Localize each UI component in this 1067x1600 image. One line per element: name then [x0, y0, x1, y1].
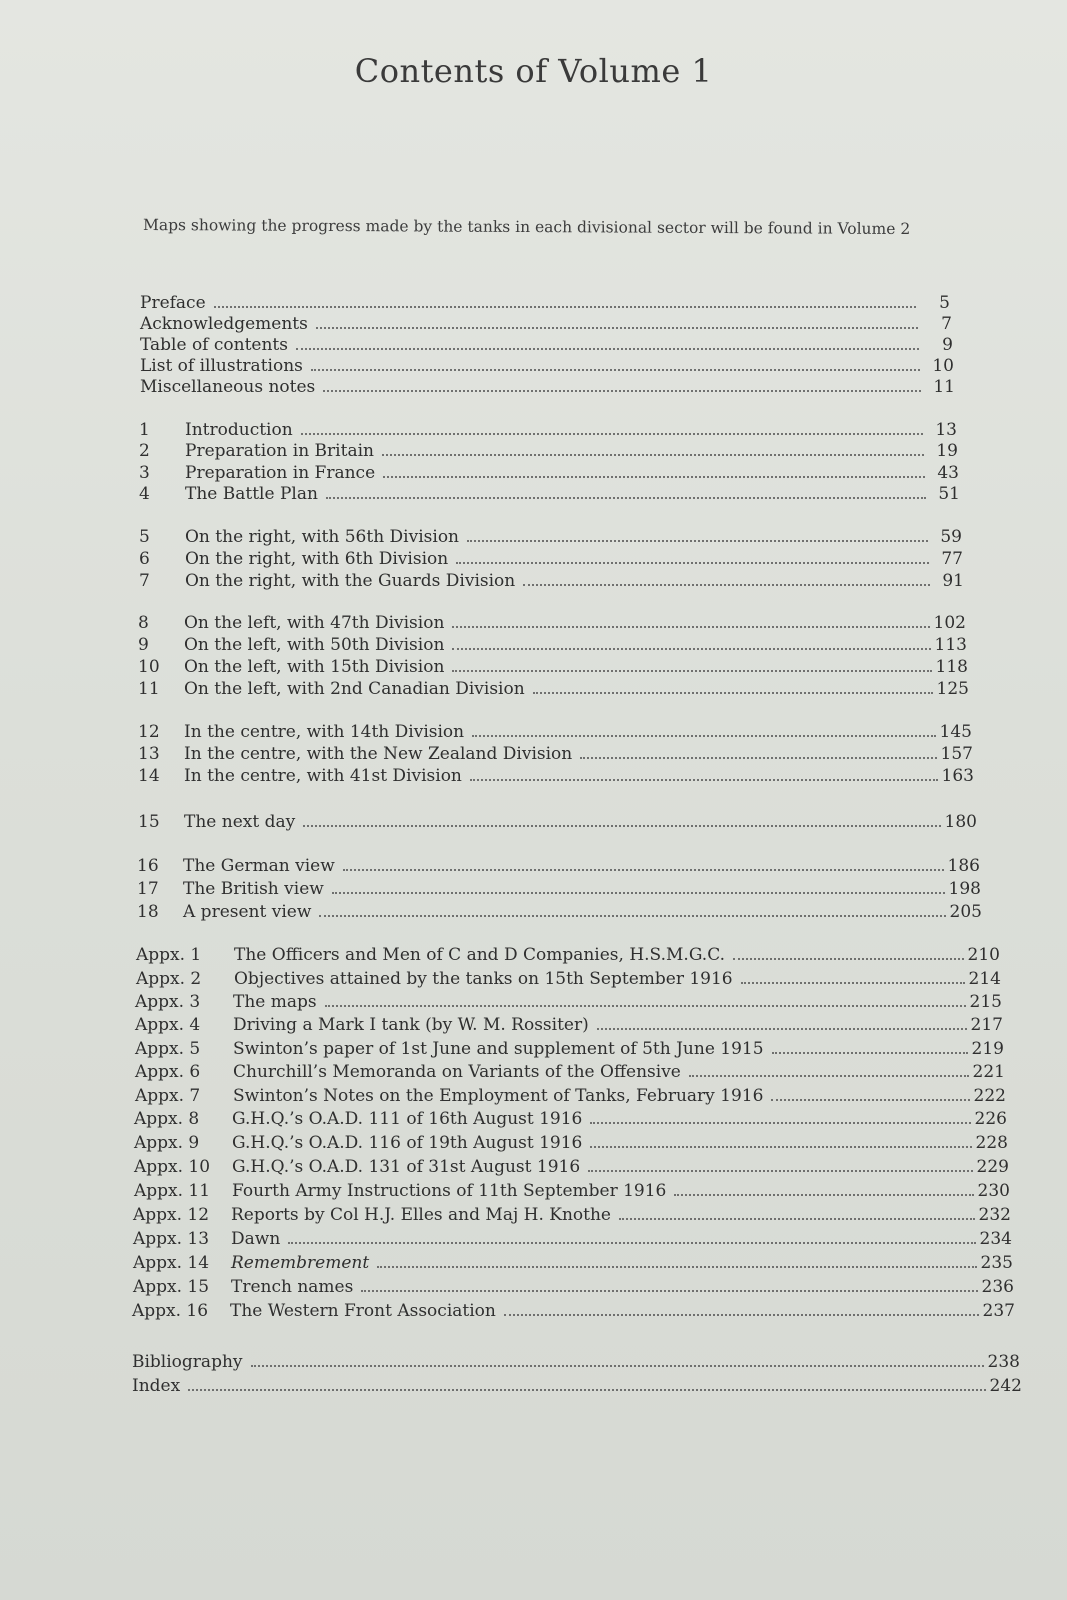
- entry-page: 217: [970, 1015, 1003, 1035]
- entry-page: 43: [937, 463, 959, 483]
- appendix-number: Appx. 7: [135, 1086, 201, 1106]
- entry-page: 19: [936, 441, 958, 461]
- leader-dots: [361, 1290, 977, 1292]
- entry-label: Objectives attained by the tanks on 15th September 1916: [234, 969, 733, 989]
- leader-dots: [590, 1122, 970, 1124]
- leader-dots: [326, 497, 926, 499]
- leader-dots: [382, 454, 924, 456]
- toc-entry-appendix[interactable]: [136, 945, 1000, 967]
- entry-label: On the right, with 56th Division: [185, 527, 460, 547]
- entry-label: In the centre, with 14th Division: [184, 722, 465, 742]
- leader-dots: [772, 1052, 968, 1054]
- entry-label: The Officers and Men of C and D Companies, H.S.M.G.C.: [234, 945, 725, 965]
- chapter-number: 13: [138, 744, 160, 764]
- toc-entry-appendix[interactable]: [132, 1301, 1015, 1323]
- entry-page: 230: [977, 1181, 1010, 1201]
- toc-entry-miscellaneous-notes[interactable]: [140, 377, 955, 399]
- toc-entry-appendix[interactable]: [135, 1062, 1005, 1084]
- leader-dots: [452, 648, 930, 650]
- entry-label: Bibliography: [132, 1352, 243, 1372]
- entry-page: 102: [933, 613, 966, 633]
- chapter-number: 17: [137, 879, 159, 899]
- leader-dots: [323, 390, 921, 392]
- entry-label: In the centre, with 41st Division: [184, 766, 462, 786]
- toc-entry-appendix[interactable]: [134, 1157, 1009, 1179]
- toc-entry-appendix[interactable]: [134, 1181, 1010, 1203]
- entry-page: 242: [989, 1376, 1022, 1396]
- entry-label: On the left, with 50th Division: [184, 635, 445, 655]
- toc-entry-appendix[interactable]: [133, 1277, 1014, 1299]
- leader-dots: [771, 1099, 969, 1101]
- entry-page: 186: [947, 856, 980, 876]
- appendix-number: Appx. 2: [136, 969, 202, 989]
- appendix-number: Appx. 14: [133, 1253, 210, 1273]
- chapter-number: 2: [139, 441, 150, 461]
- toc-entry-chapter[interactable]: [138, 635, 967, 657]
- toc-entry-chapter[interactable]: [137, 856, 980, 878]
- toc-entry-index[interactable]: [132, 1376, 1022, 1398]
- toc-entry-appendix[interactable]: [135, 992, 1002, 1014]
- toc-entry-chapter[interactable]: [139, 484, 960, 506]
- entry-label: G.H.Q.’s O.A.D. 131 of 31st August 1916: [232, 1157, 581, 1177]
- leader-dots: [303, 825, 940, 827]
- leader-dots: [319, 915, 945, 917]
- appendix-number: Appx. 3: [135, 992, 201, 1012]
- appendix-number: Appx. 6: [135, 1062, 201, 1082]
- appendix-number: Appx. 1: [136, 945, 202, 965]
- entry-page: 198: [948, 879, 981, 899]
- entry-page: 214: [968, 969, 1001, 989]
- entry-page: 221: [972, 1062, 1005, 1082]
- toc-entry-chapter[interactable]: [139, 527, 962, 549]
- entry-page: 113: [934, 635, 967, 655]
- appendix-number: Appx. 9: [134, 1133, 200, 1153]
- entry-page: 210: [967, 945, 1000, 965]
- toc-entry-chapter[interactable]: [139, 549, 963, 571]
- chapter-number: 4: [139, 484, 150, 504]
- entry-label: G.H.Q.’s O.A.D. 111 of 16th August 1916: [232, 1109, 583, 1129]
- toc-entry-bibliography[interactable]: [132, 1352, 1020, 1374]
- entry-page: 9: [942, 335, 953, 355]
- toc-entry-chapter[interactable]: [137, 879, 981, 901]
- chapter-number: 10: [138, 657, 160, 677]
- entry-page: 226: [974, 1109, 1007, 1129]
- leader-dots: [504, 1314, 979, 1316]
- chapter-number: 9: [138, 635, 149, 655]
- chapter-number: 7: [139, 571, 150, 591]
- entry-page: 51: [938, 484, 960, 504]
- leader-dots: [214, 306, 916, 308]
- entry-label: Swinton’s Notes on the Employment of Tanks, February 1916: [233, 1086, 764, 1106]
- chapter-number: 3: [139, 463, 150, 483]
- entry-page: 157: [940, 744, 973, 764]
- leader-dots: [470, 779, 938, 781]
- chapter-number: 15: [138, 812, 160, 832]
- appendix-number: Appx. 5: [135, 1039, 201, 1059]
- entry-label: On the right, with the Guards Division: [185, 571, 516, 591]
- chapter-number: 18: [137, 902, 159, 922]
- leader-dots: [311, 369, 920, 371]
- entry-page: 91: [942, 571, 964, 591]
- chapter-number: 8: [138, 613, 149, 633]
- leader-dots: [456, 562, 929, 564]
- toc-entry-chapter[interactable]: [138, 744, 973, 766]
- chapter-number: 1: [139, 420, 150, 440]
- toc-entry-appendix[interactable]: [135, 1086, 1006, 1108]
- entry-page: 7: [941, 314, 952, 334]
- toc-entry-preface[interactable]: [140, 293, 950, 315]
- toc-entry-chapter[interactable]: [138, 679, 969, 701]
- toc-entry-chapter[interactable]: [139, 441, 958, 463]
- appendix-number: Appx. 4: [135, 1015, 201, 1035]
- leader-dots: [590, 1146, 971, 1148]
- entry-label: Fourth Army Instructions of 11th September 1916: [232, 1181, 667, 1201]
- entry-page: 59: [940, 527, 962, 547]
- toc-entry-appendix[interactable]: [135, 1039, 1004, 1061]
- chapter-number: 12: [138, 722, 160, 742]
- entry-label: Preparation in Britain: [185, 441, 374, 461]
- entry-page: 229: [976, 1157, 1009, 1177]
- entry-label: On the right, with 6th Division: [185, 549, 449, 569]
- leader-dots: [377, 1266, 976, 1268]
- entry-label: Swinton’s paper of 1st June and supplement of 5th June 1915: [233, 1039, 764, 1059]
- toc-entry-chapter[interactable]: [139, 420, 957, 442]
- entry-label: The next day: [184, 812, 296, 832]
- entry-label: Miscellaneous notes: [140, 377, 316, 397]
- leader-dots: [251, 1365, 984, 1367]
- leader-dots: [316, 327, 918, 329]
- entry-label: The Battle Plan: [185, 484, 318, 504]
- entry-label: G.H.Q.’s O.A.D. 116 of 19th August 1916: [232, 1133, 583, 1153]
- chapter-number: 14: [138, 766, 160, 786]
- entry-label: Table of contents: [140, 335, 288, 355]
- entry-page: 145: [939, 722, 972, 742]
- appendix-number: Appx. 16: [132, 1301, 209, 1321]
- entry-label: Remembrement: [231, 1253, 370, 1273]
- entry-page: 232: [978, 1205, 1011, 1225]
- leader-dots: [472, 735, 935, 737]
- leader-dots: [741, 982, 965, 984]
- entry-page: 236: [981, 1277, 1014, 1297]
- entry-page: 125: [936, 679, 969, 699]
- entry-label: Preparation in France: [185, 463, 376, 483]
- appendix-number: Appx. 8: [134, 1109, 200, 1129]
- toc-entry-chapter[interactable]: [139, 463, 959, 485]
- entry-page: 5: [939, 293, 950, 313]
- chapter-number: 6: [139, 549, 150, 569]
- toc-entry-chapter[interactable]: [138, 657, 968, 679]
- leader-dots: [296, 348, 919, 350]
- entry-page: 235: [980, 1253, 1013, 1273]
- leader-dots: [288, 1242, 975, 1244]
- entry-page: 13: [935, 420, 957, 440]
- leader-dots: [733, 958, 964, 960]
- chapter-number: 5: [139, 527, 150, 547]
- toc-entry-chapter[interactable]: [138, 613, 966, 635]
- entry-label: Reports by Col H.J. Elles and Maj H. Knothe: [231, 1205, 611, 1225]
- entry-label: A present view: [183, 902, 312, 922]
- entry-page: 219: [971, 1039, 1004, 1059]
- entry-page: 234: [979, 1229, 1012, 1249]
- leader-dots: [383, 476, 925, 478]
- toc-entry-chapter[interactable]: [139, 571, 964, 593]
- appendix-number: Appx. 15: [133, 1277, 210, 1297]
- leader-dots: [467, 540, 928, 542]
- entry-page: 11: [933, 377, 955, 397]
- entry-label: Preface: [140, 293, 206, 313]
- leader-dots: [452, 670, 931, 672]
- entry-page: 77: [941, 549, 963, 569]
- leader-dots: [597, 1028, 967, 1030]
- maps-note: Maps showing the progress made by the tanks in each divisional sector will be found in Volume 2: [142, 216, 911, 239]
- leader-dots: [325, 1005, 966, 1007]
- chapter-number: 11: [138, 679, 160, 699]
- toc-entry-chapter[interactable]: [137, 902, 982, 924]
- appendix-number: Appx. 10: [134, 1157, 211, 1177]
- leader-dots: [674, 1194, 973, 1196]
- toc-entry-appendix[interactable]: [134, 1109, 1007, 1131]
- toc-entry-appendix[interactable]: [133, 1229, 1012, 1251]
- entry-label: Dawn: [231, 1229, 281, 1249]
- entry-label: Acknowledgements: [140, 314, 308, 334]
- entry-label: In the centre, with the New Zealand Division: [184, 744, 573, 764]
- entry-label: On the left, with 15th Division: [184, 657, 445, 677]
- leader-dots: [588, 1170, 972, 1172]
- entry-label: On the left, with 2nd Canadian Division: [184, 679, 525, 699]
- leader-dots: [533, 692, 933, 694]
- leader-dots: [523, 584, 930, 586]
- toc-entry-appendix[interactable]: [134, 1133, 1008, 1155]
- toc-entry-appendix[interactable]: [136, 969, 1001, 991]
- toc-entry-acknowledgements[interactable]: [140, 314, 952, 336]
- toc-entry-chapter[interactable]: [138, 766, 974, 788]
- entry-label: Churchill’s Memoranda on Variants of the Offensive: [233, 1062, 681, 1082]
- toc-entry-appendix[interactable]: [135, 1015, 1003, 1037]
- entry-label: Driving a Mark I tank (by W. M. Rossiter): [233, 1015, 589, 1035]
- entry-page: 222: [973, 1086, 1006, 1106]
- chapter-number: 16: [137, 856, 159, 876]
- entry-label: The maps: [233, 992, 317, 1012]
- appendix-number: Appx. 13: [133, 1229, 210, 1249]
- entry-page: 228: [975, 1133, 1008, 1153]
- entry-label: Index: [132, 1376, 181, 1396]
- leader-dots: [452, 626, 929, 628]
- entry-page: 180: [944, 812, 977, 832]
- toc-entry-appendix[interactable]: [133, 1205, 1011, 1227]
- toc-entry-chapter[interactable]: [138, 812, 977, 834]
- entry-page: 238: [987, 1352, 1020, 1372]
- entry-page: 215: [969, 992, 1002, 1012]
- appendix-number: Appx. 12: [133, 1205, 210, 1225]
- leader-dots: [301, 433, 923, 435]
- toc-entry-appendix[interactable]: [133, 1253, 1013, 1275]
- entry-label: Introduction: [185, 420, 293, 440]
- toc-entry-list-of-illustrations[interactable]: [140, 356, 954, 378]
- page-title: Contents of Volume 1: [354, 52, 713, 90]
- leader-dots: [689, 1075, 969, 1077]
- entry-label: Trench names: [231, 1277, 354, 1297]
- entry-page: 205: [949, 902, 982, 922]
- entry-page: 118: [935, 657, 968, 677]
- entry-label: List of illustrations: [140, 356, 303, 376]
- leader-dots: [188, 1389, 985, 1391]
- leader-dots: [619, 1218, 975, 1220]
- entry-label: The British view: [183, 879, 324, 899]
- leader-dots: [332, 892, 945, 894]
- toc-entry-table-of-contents[interactable]: [140, 335, 953, 357]
- entry-page: 163: [941, 766, 974, 786]
- entry-page: 237: [982, 1301, 1015, 1321]
- appendix-number: Appx. 11: [134, 1181, 211, 1201]
- leader-dots: [343, 869, 944, 871]
- entry-page: 10: [932, 356, 954, 376]
- entry-label: The German view: [183, 856, 335, 876]
- leader-dots: [580, 757, 936, 759]
- entry-label: On the left, with 47th Division: [184, 613, 445, 633]
- toc-entry-chapter[interactable]: [138, 722, 972, 744]
- entry-label: The Western Front Association: [230, 1301, 496, 1321]
